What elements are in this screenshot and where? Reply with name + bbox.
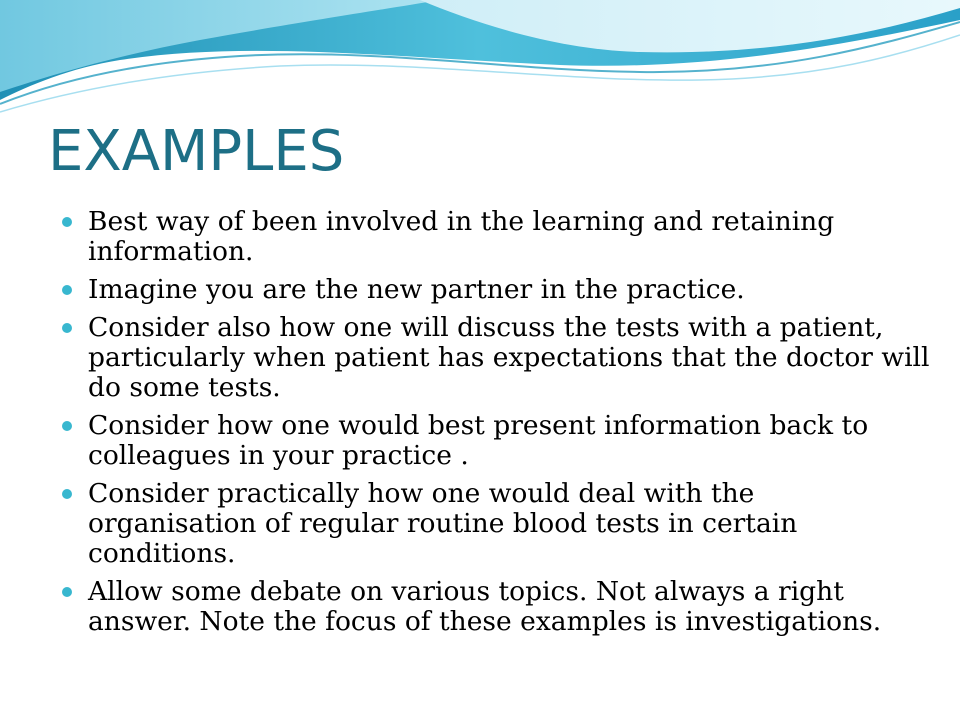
bullet-dot-icon <box>62 421 72 431</box>
slide-title: EXAMPLES <box>48 119 345 184</box>
bullet-dot-icon <box>62 217 72 227</box>
bullet-text: Consider how one would best present information back to colleagues in your practice . <box>88 410 869 471</box>
bullet-text: Consider practically how one would deal with the organisation of regular routine blood tests in certain conditions. <box>88 478 798 569</box>
bullet-item <box>60 411 930 471</box>
bullet-list <box>60 207 930 645</box>
bullet-item <box>60 275 930 305</box>
bullet-dot-icon <box>62 489 72 499</box>
bullet-item <box>60 313 930 403</box>
bullet-dot-icon <box>62 323 72 333</box>
bullet-text: Best way of been involved in the learning and retaining information. <box>88 206 835 267</box>
bullet-item <box>60 479 930 569</box>
bullet-dot-icon <box>62 587 72 597</box>
bullet-text: Imagine you are the new partner in the practice. <box>88 274 745 305</box>
bullet-item <box>60 207 930 267</box>
bullet-text: Consider also how one will discuss the tests with a patient, particularly when patient has expectations that the doctor will do some tests. <box>88 312 930 403</box>
decorative-wave-header <box>0 0 960 130</box>
bullet-item <box>60 577 930 637</box>
bullet-text: Allow some debate on various topics. Not always a right answer. Note the focus of these examples is investigations. <box>88 576 882 637</box>
bullet-dot-icon <box>62 285 72 295</box>
